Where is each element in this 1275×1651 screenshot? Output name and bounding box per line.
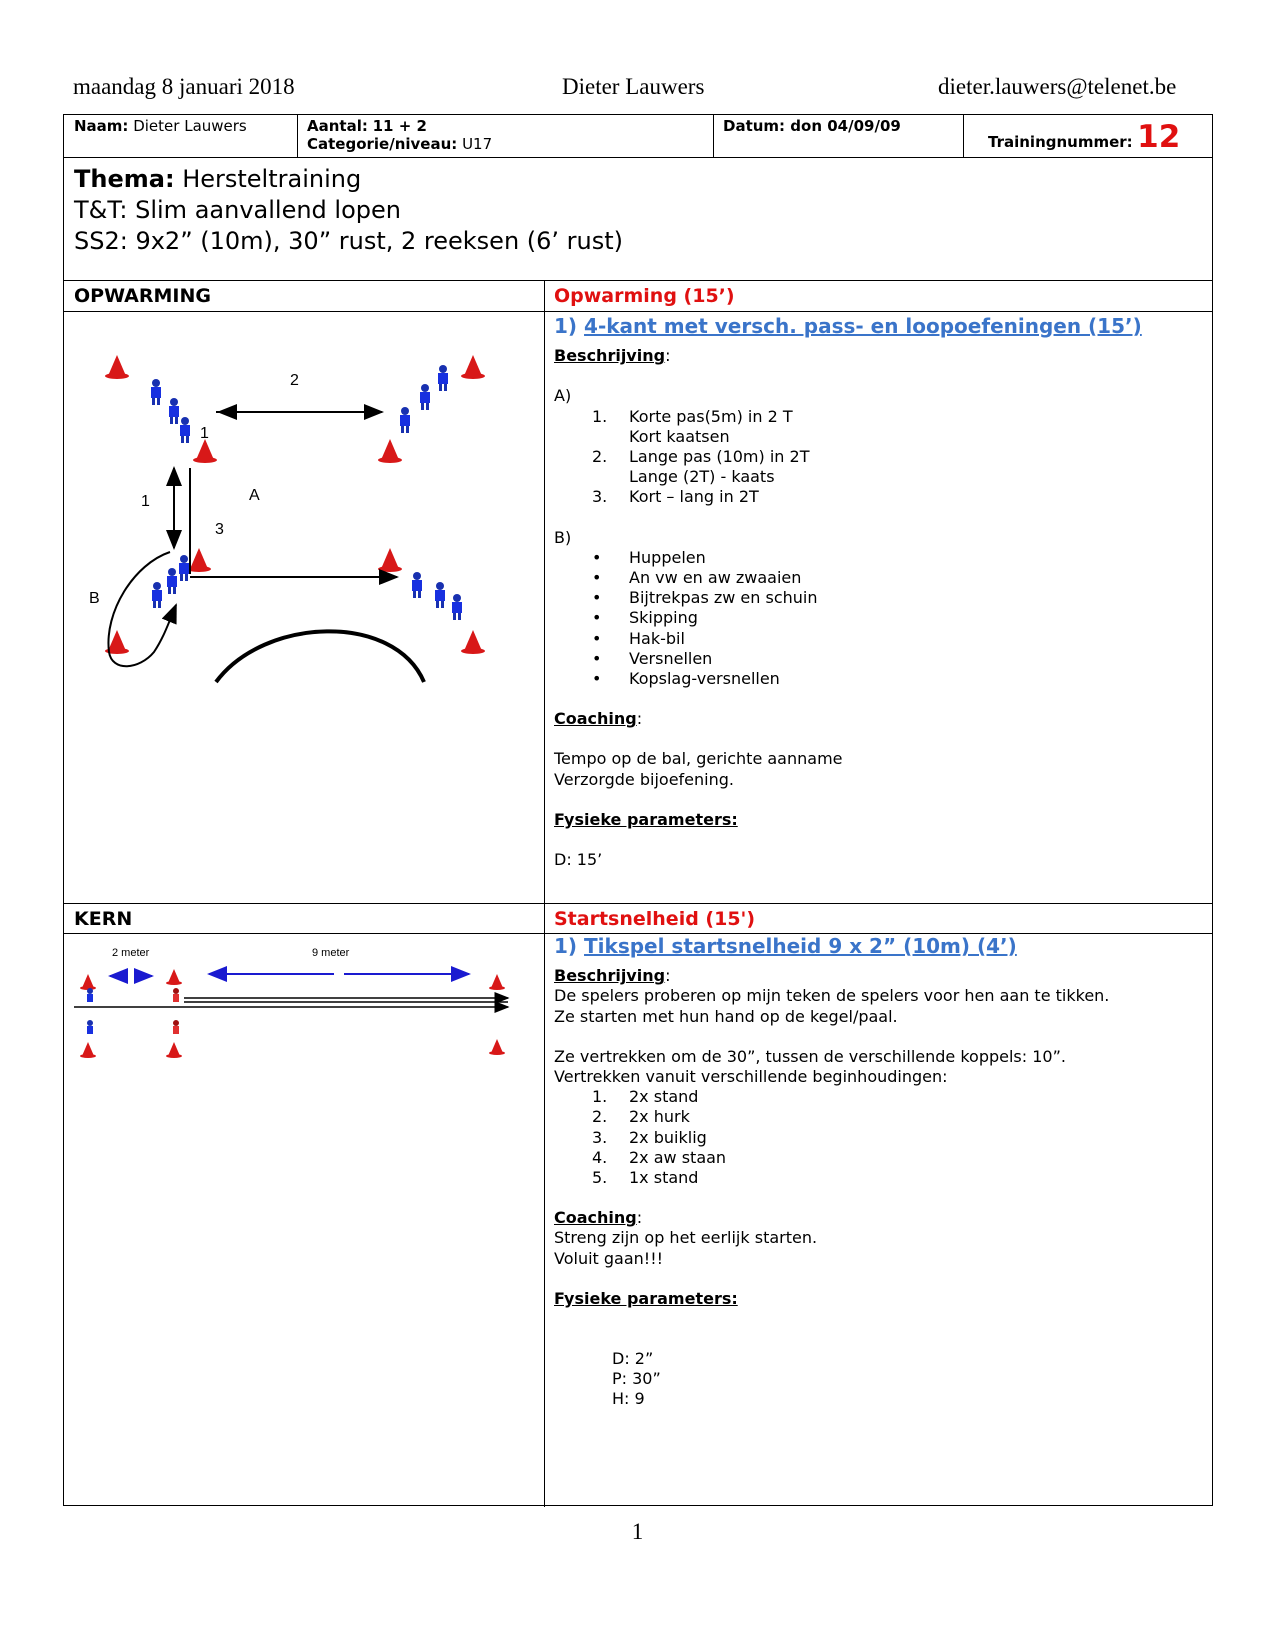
core-param: H: 9	[612, 1389, 645, 1409]
header-date: maandag 8 januari 2018	[73, 74, 295, 99]
distance-label: 2 meter	[112, 947, 150, 959]
core-content-row	[64, 934, 1212, 1507]
theme-line3: SS2: 9x2” (10m), 30” rust, 2 reeksen (6’ rust)	[74, 227, 624, 255]
datum-label: Datum:	[723, 117, 786, 135]
player-icon	[152, 582, 162, 608]
player-icon	[420, 384, 430, 410]
player-icon	[151, 379, 161, 405]
list-item: • Hak-bil	[554, 629, 1142, 649]
header-email: dieter.lauwers@telenet.be	[938, 74, 1177, 99]
training-sheet	[63, 114, 1213, 1506]
training-label: Trainingnummer:	[988, 133, 1133, 151]
list-item: • Huppelen	[554, 548, 1142, 568]
training-number-cell	[988, 119, 1180, 155]
aantal-label: Aantal:	[307, 117, 368, 135]
list-item: • Versnellen	[554, 649, 1142, 669]
cone-icon	[489, 1039, 505, 1055]
naam-cell	[74, 117, 247, 135]
theme-value: Hersteltraining	[182, 165, 362, 193]
cone-icon	[80, 1042, 96, 1058]
list-item: 1. Korte pas(5m) in 2 T Kort kaatsen	[592, 406, 793, 446]
list-item: • An vw en aw zwaaien	[554, 568, 1142, 588]
core-diagram	[64, 934, 544, 1074]
warmup-section-right: Opwarming (15’)	[554, 285, 735, 307]
player-icon	[400, 407, 410, 433]
cone-icon	[105, 355, 129, 379]
cone-icon	[193, 439, 217, 463]
player-icon	[452, 594, 462, 620]
player-icon	[167, 568, 177, 594]
cone-icon	[166, 1042, 182, 1058]
naam-value: Dieter Lauwers	[133, 117, 247, 135]
list-item: 3. Kort – lang in 2T	[592, 487, 759, 507]
theme-label: Thema:	[74, 165, 175, 193]
core-params-label: Fysieke parameters:	[554, 1288, 738, 1308]
cone-icon	[461, 630, 485, 654]
player-icon	[179, 555, 189, 581]
diagram-label: 2	[290, 372, 299, 389]
warmup-header-row	[64, 281, 1212, 312]
list-item: 5. 1x stand	[592, 1168, 699, 1188]
core-param: D: 2”	[612, 1349, 654, 1369]
theme-block	[74, 164, 623, 257]
list-item: 2. 2x hurk	[592, 1107, 690, 1127]
cone-icon	[461, 355, 485, 379]
warmup-coaching-line: Verzorgde bijoefening.	[554, 769, 734, 789]
theme-row	[64, 158, 1212, 281]
warmup-text: 1) 4-kant met versch. pass- en loopoefeningen (15’) Beschrijving: A) 1. Korte pas(5m) in 2 T Kort kaatsen 2. Lange pas (10m) in 2T Lange (2T) - kaats 3. Kort – lang in 2T B) • Huppelen • An vw en aw zwaaien • Bijtrekpas zw en schuin • Skipping • Hak-bil • Versnellen • Kopslag-versnellen Coaching: Tempo op de bal, gerichte aanname Verzorgde bijoefening. Fysieke parameters: D: 15’	[554, 316, 1142, 870]
cone-icon	[166, 969, 182, 985]
cone-icon	[489, 974, 505, 990]
training-number: 12	[1137, 119, 1181, 155]
list-item: • Bijtrekpas zw en schuin	[554, 588, 1142, 608]
categorie-label: Categorie/niveau:	[307, 135, 458, 153]
cone-icon	[378, 548, 402, 572]
player-icon	[87, 988, 93, 1002]
player-icon	[173, 988, 179, 1002]
core-params	[554, 1349, 1109, 1410]
diagram-label: 1	[141, 493, 150, 510]
player-icon	[169, 398, 179, 424]
goal-arc	[216, 631, 424, 682]
player-icon	[173, 1020, 179, 1034]
core-exercise-title	[554, 936, 1109, 956]
player-icon	[435, 582, 445, 608]
core-text: 1) Tikspel startsnelheid 9 x 2” (10m) (4’) Beschrijving: De spelers proberen op mijn teken de spelers voor hen aan te tikken. Ze starten met hun hand op de kegel/paal. Ze vertrekken om de 30”, tussen de verschillende koppels: 10”. Vertrekken vanuit verschillende beginhoudingen: 1. 2x stand 2. 2x hurk 3. 2x buiklig 4. 2x aw staan 5. 1x stand Coaching: Streng zijn op het eerlijk starten. Voluit gaan!!! Fysieke parameters: D: 2” P: 30” H: 9	[554, 934, 1110, 1409]
core-section-right: Startsnelheid (15')	[554, 908, 756, 930]
cone-icon	[80, 974, 96, 990]
diagram-label: B	[89, 590, 100, 607]
cone-icon	[378, 439, 402, 463]
core-exercise-name: Tikspel startsnelheid 9 x 2” (10m) (4’)	[584, 934, 1017, 958]
warmup-exercise-name: 4-kant met versch. pass- en loopoefeningen (15’)	[584, 314, 1142, 338]
core-coaching-line: Voluit gaan!!!	[554, 1248, 664, 1268]
list-item: • Skipping	[554, 608, 1142, 628]
header-author: Dieter Lauwers	[562, 74, 705, 99]
warmup-exercise-title	[554, 316, 1142, 336]
datum-value: don 04/09/09	[790, 117, 901, 135]
core-param: P: 30”	[612, 1369, 661, 1389]
diagram-label: A	[249, 487, 260, 504]
warmup-content-row	[64, 312, 1212, 904]
warmup-params-value: D: 15’	[554, 850, 603, 870]
core-desc-line: De spelers proberen op mijn teken de spelers voor hen aan te tikken.	[554, 986, 1110, 1006]
core-list	[554, 1087, 1109, 1188]
core-desc-line: Ze vertrekken om de 30”, tussen de verschillende koppels: 10”.	[554, 1046, 1066, 1066]
warmup-exercise-number: 1)	[554, 314, 578, 338]
categorie-value: U17	[462, 135, 493, 153]
aantal-cell	[307, 117, 492, 153]
part-a-label: A)	[554, 386, 572, 406]
core-section-left: KERN	[74, 908, 133, 930]
core-desc-line: Ze starten met hun hand op de kegel/paal.	[554, 1006, 898, 1026]
player-icon	[180, 417, 190, 443]
core-desc-line: Vertrekken vanuit verschillende beginhoudingen:	[554, 1067, 948, 1087]
core-coaching-line: Streng zijn op het eerlijk starten.	[554, 1228, 818, 1248]
warmup-params-label: Fysieke parameters:	[554, 809, 738, 829]
naam-label: Naam:	[74, 117, 129, 135]
warmup-desc-label: Beschrijving	[554, 346, 666, 366]
diagram-label: 1	[200, 425, 209, 442]
diagram-label: 3	[215, 521, 224, 538]
list-item: 2. Lange pas (10m) in 2T Lange (2T) - kaats	[592, 447, 810, 487]
core-desc-label: Beschrijving	[554, 966, 666, 986]
theme-line2: T&T: Slim aanvallend lopen	[74, 196, 401, 224]
aantal-value: 11 + 2	[372, 117, 427, 135]
part-a-list	[554, 407, 1142, 508]
part-b-list	[554, 548, 1142, 689]
list-item: 3. 2x buiklig	[592, 1127, 707, 1147]
warmup-diagram	[64, 312, 544, 904]
page-number: 1	[631, 1519, 644, 1544]
list-item: 4. 2x aw staan	[592, 1147, 727, 1167]
distance-label: 9 meter	[312, 947, 350, 959]
info-row	[64, 115, 1212, 158]
part-b-label: B)	[554, 527, 572, 547]
list-item: 1. 2x stand	[592, 1087, 699, 1107]
player-icon	[87, 1020, 93, 1034]
list-item: • Kopslag-versnellen	[554, 669, 1142, 689]
core-exercise-number: 1)	[554, 934, 578, 958]
core-header-row	[64, 904, 1212, 934]
player-icon	[412, 572, 422, 598]
warmup-coaching-label: Coaching	[554, 709, 637, 729]
player-icon	[438, 365, 448, 391]
warmup-section-left: OPWARMING	[74, 285, 211, 307]
warmup-coaching-line: Tempo op de bal, gerichte aanname	[554, 749, 843, 769]
core-coaching-label: Coaching	[554, 1208, 637, 1228]
datum-cell	[723, 117, 901, 135]
